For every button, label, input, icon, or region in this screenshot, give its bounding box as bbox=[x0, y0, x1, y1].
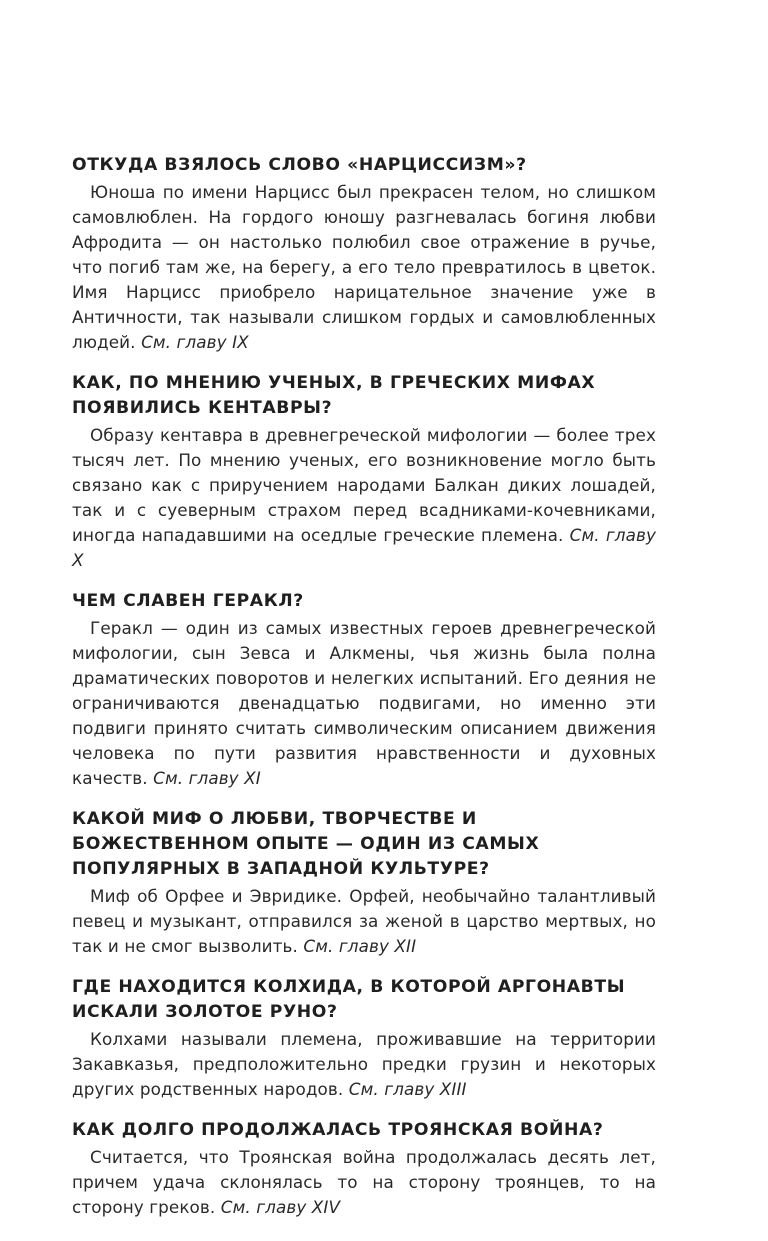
question-heading: КАКОЙ МИФ О ЛЮБВИ, ТВОРЧЕСТВЕ И БОЖЕСТВЕННОМ ОПЫТЕ — ОДИН ИЗ САМЫХ ПОПУЛЯРНЫХ В ЗАПАДНОЙ КУЛЬТУРЕ? bbox=[72, 809, 540, 879]
qa-entry-narcissism bbox=[72, 153, 656, 355]
question-heading: ЧЕМ СЛАВЕН ГЕРАКЛ? bbox=[72, 591, 304, 611]
answer-paragraph bbox=[72, 1145, 656, 1220]
chapter-reference: См. главу IX bbox=[141, 332, 249, 352]
chapter-reference: См. главу XIV bbox=[220, 1197, 341, 1217]
chapter-reference: См. главу XII bbox=[303, 936, 417, 956]
page-content bbox=[72, 153, 656, 1236]
question-heading: КАК ДОЛГО ПРОДОЛЖАЛАСЬ ТРОЯНСКАЯ ВОЙНА? bbox=[72, 1120, 604, 1140]
answer-paragraph bbox=[72, 616, 656, 791]
question-heading: КАК, ПО МНЕНИЮ УЧЕНЫХ, В ГРЕЧЕСКИХ МИФАХ ПОЯВИЛИСЬ КЕНТАВРЫ? bbox=[72, 373, 596, 418]
chapter-reference: См. главу XIII bbox=[348, 1079, 467, 1099]
chapter-reference: См. главу X bbox=[72, 525, 656, 570]
question-heading: ГДЕ НАХОДИТСЯ КОЛХИДА, В КОТОРОЙ АРГОНАВТЫ ИСКАЛИ ЗОЛОТОЕ РУНО? bbox=[72, 977, 626, 1022]
answer-paragraph bbox=[72, 180, 656, 355]
chapter-reference: См. главу XI bbox=[153, 768, 261, 788]
answer-text: Юноша по имени Нарцисс был прекрасен телом, но слишком самовлюблен. На гордого юношу разгневалась богиня любви Афродита — он настолько полюбил свое отражение в ручье, что погиб там же, на берегу, а его тело превратилось в цветок. Имя Нарцисс приобрело нарицательное значение уже в Античности, так называли слишком гордых и самовлюбленных людей. bbox=[72, 182, 656, 352]
answer-text: Миф об Орфее и Эвридике. Орфей, необычайно талантливый певец и музыкант, отправился за женой в царство мертвых, но так и не смог вызволить. bbox=[72, 886, 656, 956]
answer-paragraph bbox=[72, 884, 656, 959]
answer-text: Геракл — один из самых известных героев древнегреческой мифологии, сын Зевса и Алкмены, чья жизнь была полна драматических поворотов и нелегких испытаний. Его деяния не ограничиваются двенадцатью подвигами, но именно эти подвиги принято считать символическим описанием движения человека по пути развития нравственности и духовных качеств. bbox=[72, 618, 656, 788]
qa-entry-orpheus bbox=[72, 807, 656, 959]
qa-entry-trojan-war bbox=[72, 1118, 656, 1220]
qa-entry-centaurs bbox=[72, 371, 656, 573]
answer-text: Колхами называли племена, проживавшие на территории Закавказья, предположительно предки грузин и некоторых других родственных народов. bbox=[72, 1029, 656, 1099]
answer-text: Образу кентавра в древнегреческой мифологии — более трех тысяч лет. По мнению ученых, его возникновение могло быть связано как с приручением народами Балкан диких лошадей, так и с суеверным страхом перед всадниками-кочевниками, иногда нападавшими на оседлые греческие племена. bbox=[72, 425, 656, 545]
answer-paragraph bbox=[72, 1027, 656, 1102]
answer-paragraph bbox=[72, 423, 656, 573]
qa-entry-heracles bbox=[72, 589, 656, 791]
question-heading: ОТКУДА ВЗЯЛОСЬ СЛОВО «НАРЦИССИЗМ»? bbox=[72, 155, 527, 175]
qa-entry-colchis bbox=[72, 975, 656, 1102]
answer-text: Считается, что Троянская война продолжалась десять лет, причем удача склонялась то на сторону троянцев, то на сторону греков. bbox=[72, 1147, 656, 1217]
